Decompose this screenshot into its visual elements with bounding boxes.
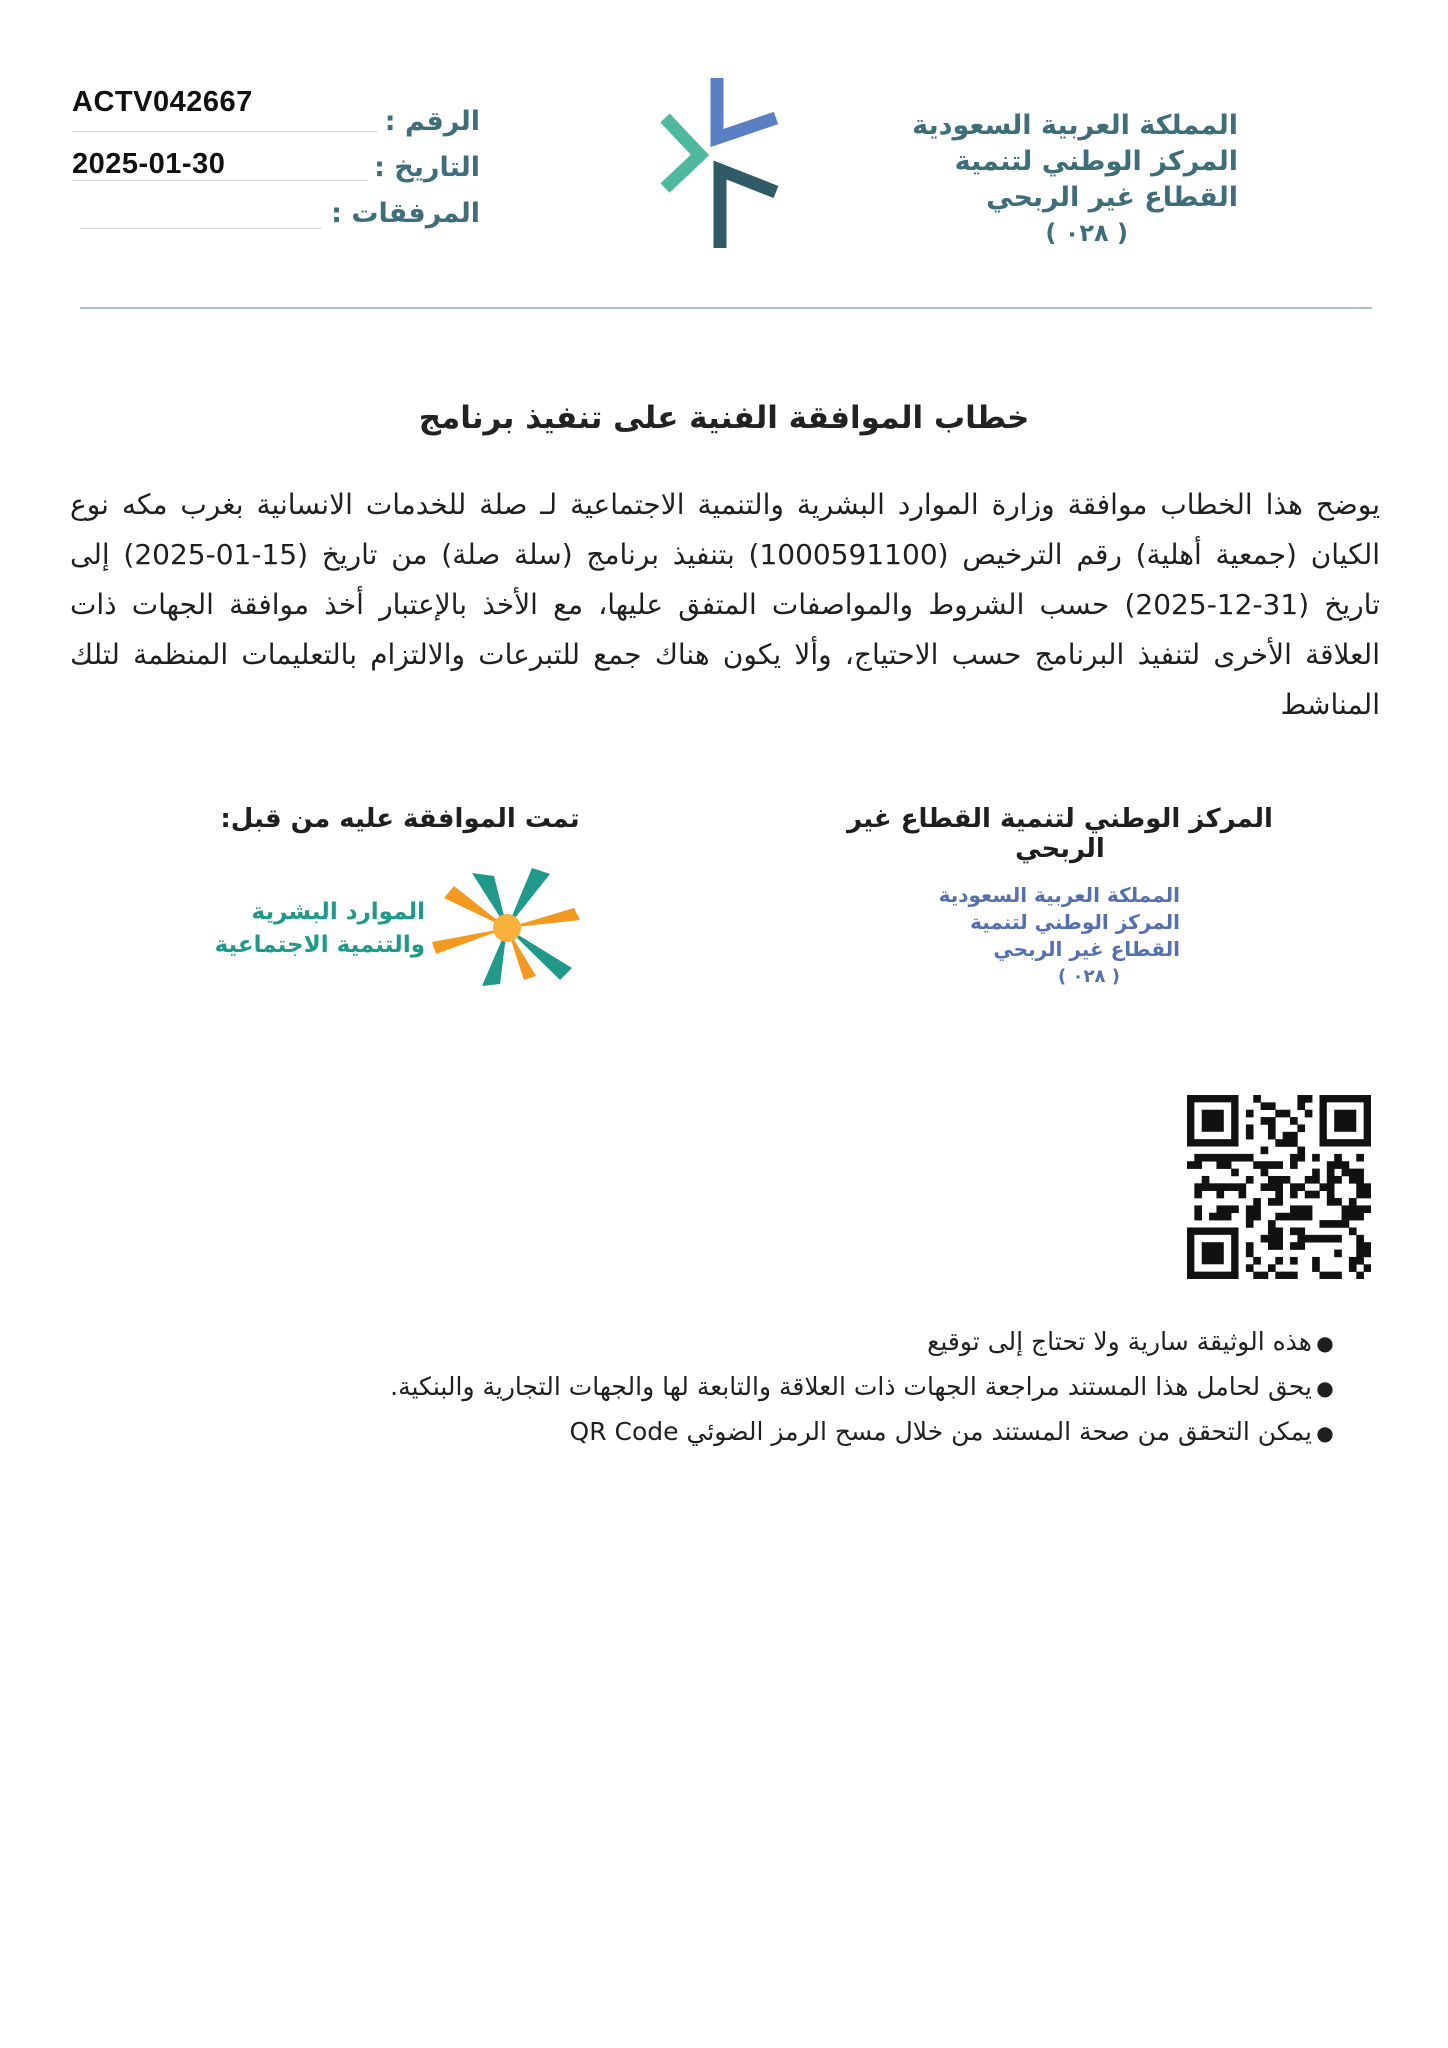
note-text: يمكن التحقق من صحة المستند من خلال مسح الرمز الضوئي QR Code: [569, 1417, 1312, 1446]
attachments-line: [80, 228, 322, 229]
note-item: [338, 1320, 1338, 1365]
notes-list: [338, 1320, 1338, 1455]
reference-number: ACTV042667: [72, 86, 253, 118]
document-date: 2025-01-30: [72, 148, 226, 180]
org-line-sector: القطاع غير الربحي: [986, 182, 1238, 213]
label-date: التاريخ :: [374, 152, 480, 183]
ncnp-stamp: [930, 882, 1180, 991]
hr-line-social: والتنمية الاجتماعية: [214, 932, 425, 958]
note-item: [338, 1365, 1338, 1410]
label-number: الرقم :: [384, 106, 480, 137]
org-name-block: [818, 108, 1238, 250]
document-title: خطاب الموافقة الفنية على تنفيذ برنامج: [418, 400, 1030, 436]
bullet-icon: ●: [1316, 1376, 1334, 1400]
bullet-icon: ●: [1316, 1331, 1334, 1355]
qr-code-icon[interactable]: [1187, 1095, 1371, 1279]
label-attachments: المرفقات :: [331, 198, 480, 229]
ncnp-signature-heading: المركز الوطني لتنمية القطاع غير الربحي: [847, 804, 1273, 864]
hr-ministry-logo-icon: [432, 868, 582, 988]
attachments-value: [80, 200, 320, 226]
header-divider: [80, 307, 1372, 309]
stamp-line-sector: القطاع غير الربحي: [993, 937, 1180, 961]
approval-heading: تمت الموافقة عليه من قبل:: [220, 804, 580, 834]
note-item: [338, 1410, 1338, 1455]
bullet-icon: ●: [1316, 1421, 1334, 1445]
note-text: هذه الوثيقة سارية ولا تحتاج إلى توقيع: [927, 1327, 1312, 1356]
note-text: يحق لحامل هذا المستند مراجعة الجهات ذات العلاقة والتابعة لها والجهات التجارية والبنكية.: [390, 1372, 1312, 1401]
org-line-center: المركز الوطني لتنمية: [954, 146, 1238, 177]
hr-ministry-name: [200, 896, 425, 962]
org-line-kingdom: المملكة العربية السعودية: [912, 110, 1238, 141]
stamp-line-kingdom: المملكة العربية السعودية: [938, 883, 1180, 907]
org-code: ( ٠٢٨ ): [1045, 219, 1128, 247]
hr-line-hr: الموارد البشرية: [251, 899, 425, 925]
stamp-code: ( ٠٢٨ ): [1058, 966, 1120, 987]
ncnp-logo-icon: [648, 70, 788, 255]
stamp-line-center: المركز الوطني لتنمية: [970, 910, 1180, 934]
body-paragraph: يوضح هذا الخطاب موافقة وزارة الموارد البشرية والتنمية الاجتماعية لـ صلة للخدمات الانسانية بغرب مكه نوع الكيان (جمعية أهلية) رقم الترخيص (1000591100) بتنفيذ برنامج (سلة صلة) من تاريخ (15-01-2025) إلى تاريخ (31-12-2025) حسب الشروط والمواصفات المتفق عليها، مع الأخذ بالإعتبار أخذ موافقة الجهات ذات العلاقة الأخرى لتنفيذ البرنامج حسب الاحتياج، وألا يكون هناك جمع للتبرعات والالتزام بالتعليمات المنظمة لتلك المناشط: [70, 488, 1381, 721]
